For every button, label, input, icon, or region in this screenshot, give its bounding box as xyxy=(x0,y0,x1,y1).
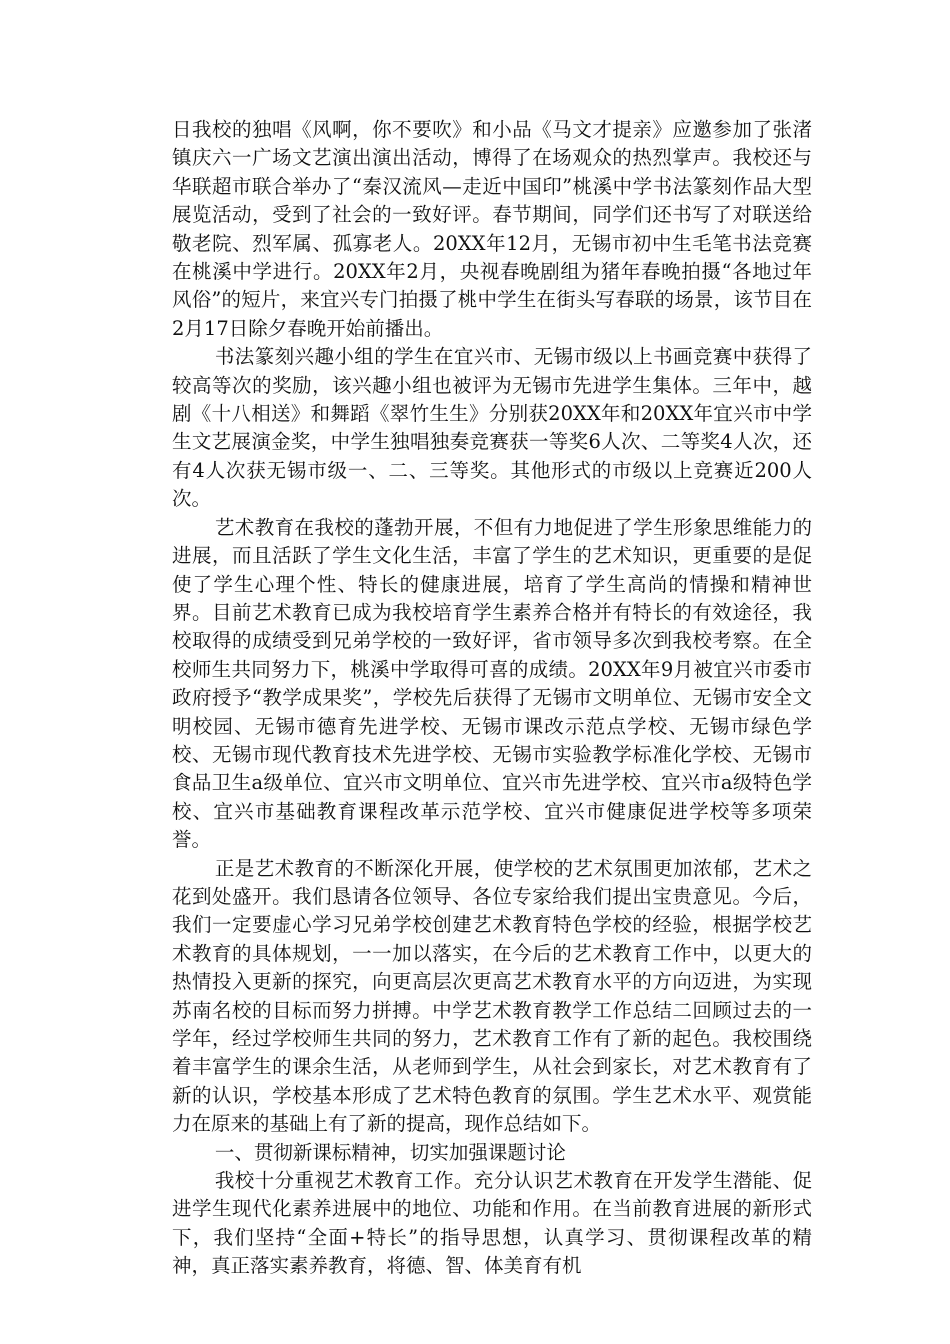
paragraph-4: 正是艺术教育的不断深化开展，使学校的艺术氛围更加浓郁，艺术之花到处盛开。我们恳请各位领导、各位专家给我们提出宝贵意见。今后，我们一定要虚心学习兄弟学校创建艺术教育特色学校的经验，根据学校艺术教育的具体规划，一一加以落实，在今后的艺术教育工作中，以更大的热情投入更新的探究，向更高层次更高艺术教育水平的方向迈进，为实现苏南名校的目标而努力拼搏。中学艺术教育教学工作总结二回顾过去的一学年，经过学校师生共同的努力，艺术教育工作有了新的起色。我校围绕着丰富学生的课余生活，从老师到学生，从社会到家长，对艺术教育有了新的认识，学校基本形成了艺术特色教育的氛围。学生艺术水平、观赏能力在原来的基础上有了新的提高，现作总结如下。 xyxy=(172,856,812,1136)
paragraph-5: 我校十分重视艺术教育工作。充分认识艺术教育在开发学生潜能、促进学生现代化素养进展中的地位、功能和作用。在当前教育进展的新形式下，我们坚持“全面+特长”的指导思想，认真学习、贯彻课程改革的精神，真正落实素养教育，将德、智、体美育有机 xyxy=(172,1169,812,1278)
body-text xyxy=(172,116,812,1281)
paragraph-3: 艺术教育在我校的蓬勃开展，不但有力地促进了学生形象思维能力的进展，而且活跃了学生文化生活，丰富了学生的艺术知识，更重要的是促使了学生心理个性、特长的健康进展，培育了学生高尚的情操和精神世界。目前艺术教育已成为我校培育学生素养合格并有特长的有效途径，我校取得的成绩受到兄弟学校的一致好评，省市领导多次到我校考察。在全校师生共同努力下，桃溪中学取得可喜的成绩。20XX年9月被宜兴市委市政府授予“教学成果奖”，学校先后获得了无锡市文明单位、无锡市安全文明校园、无锡市德育先进学校、无锡市课改示范点学校、无锡市绿色学校、无锡市现代教育技术先进学校、无锡市实验教学标准化学校、无锡市食品卫生a级单位、宜兴市文明单位、宜兴市先进学校、宜兴市a级特色学校、宜兴市基础教育课程改革示范学校、宜兴市健康促进学校等多项荣誉。 xyxy=(172,515,812,852)
section-heading: 一、贯彻新课标精神，切实加强课题讨论 xyxy=(214,1140,566,1164)
paragraph-1: 日我校的独唱《风啊，你不要吹》和小品《马文才提亲》应邀参加了张渚镇庆六一广场文艺演出演出活动，博得了在场观众的热烈掌声。我校还与华联超市联合举办了“秦汉流风—走近中国印”桃溪中学书法篆刻作品大型展览活动，受到了社会的一致好评。春节期间，同学们还书写了对联送给敬老院、烈军属、孤寡老人。20XX年12月，无锡市初中生毛笔书法竞赛在桃溪中学进行。20XX年2月，央视春晚剧组为猪年春晚拍摄“各地过年风俗”的短片，来宜兴专门拍摄了桃中学生在街头写春联的场景，该节目在2月17日除夕春晚开始前播出。 xyxy=(172,118,812,340)
paragraph-2: 书法篆刻兴趣小组的学生在宜兴市、无锡市级以上书画竞赛中获得了较高等次的奖励，该兴趣小组也被评为无锡市先进学生集体。三年中，越剧《十八相送》和舞蹈《翠竹生生》分别获20XX年和20XX年宜兴市中学生文艺展演金奖，中学生独唱独奏竞赛获一等奖6人次、二等奖4人次，还有4人次获无锡市级一、二、三等奖。其他形式的市级以上竞赛近200人次。 xyxy=(172,345,812,511)
